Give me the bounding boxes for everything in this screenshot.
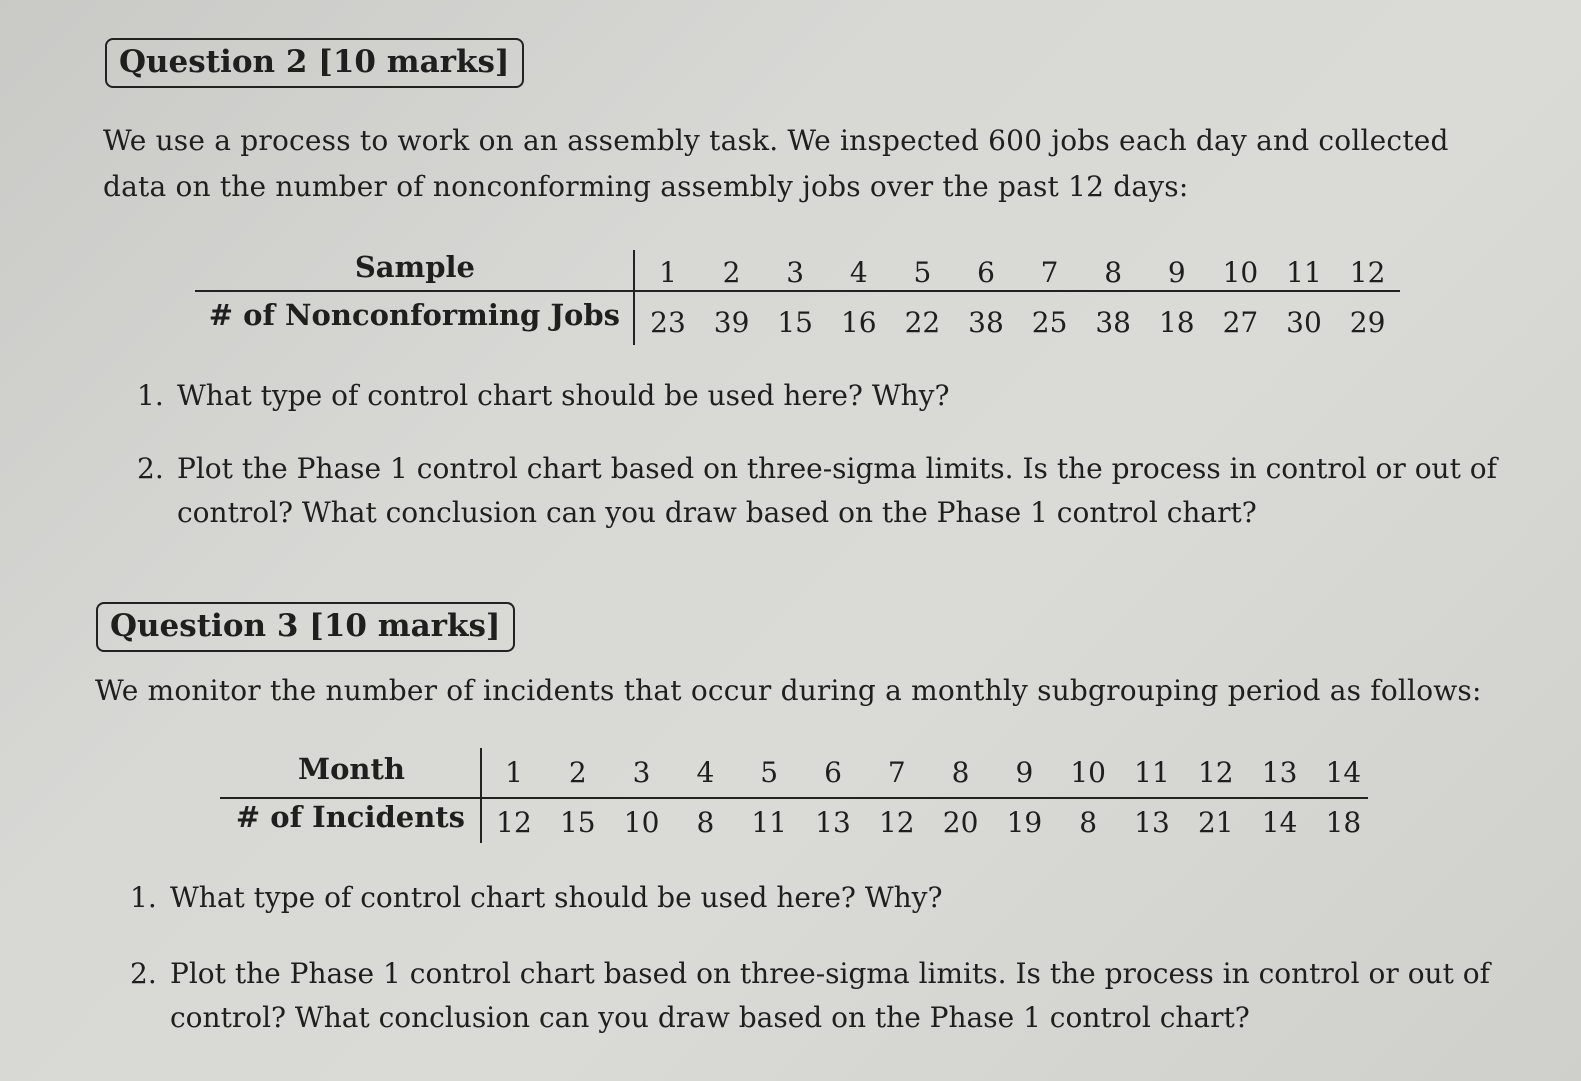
question-2-title: Question 2 [10 marks] [105,38,524,88]
table-cell-header: 10 [1222,256,1259,289]
table-cell-value: 39 [713,306,750,339]
table-cell-value: 13 [815,806,851,839]
table-cell-value: 8 [696,806,715,839]
question-3-part-2 [130,952,1490,1040]
table-cell-header: 1 [505,756,523,789]
table-cell-value: 27 [1222,306,1259,339]
table-cell-header: 13 [1261,756,1298,789]
question-2-intro: We use a process to work on an assembly task. We inspected 600 jobs each day and collected data on the number of nonconforming assembly jobs over the past 12 days: [103,124,1449,203]
table-cell-header: 4 [849,256,868,289]
item-text: Plot the Phase 1 control chart based on three-sigma limits. Is the process in control or out of control? What conclusion can you draw based on the Phase 1 control chart? [177,452,1497,529]
table-cell-header: 11 [1134,756,1170,789]
table-cell-value: 30 [1286,306,1322,339]
table-cell-header: 3 [786,256,805,289]
item-text: What type of control chart should be used here? Why? [170,881,943,914]
question-2-part-2 [137,447,1497,535]
question-3-title: Question 3 [10 marks] [96,602,515,652]
table-cell-header: 8 [1104,256,1123,289]
question-3-part-1 [130,876,1490,920]
table-cell-header: 2 [722,256,741,289]
table-cell-header: 7 [887,756,906,789]
table-cell-header: 5 [760,756,779,789]
table-cell-header: 1 [659,256,677,289]
table-cell-value: 12 [878,806,915,839]
table-divider [220,797,1368,799]
table-cell-value: 13 [1134,806,1170,839]
table-column-rule [480,748,482,843]
item-number: 2. [130,957,157,990]
table-cell-header: 6 [977,256,995,289]
item-text: Plot the Phase 1 control chart based on three-sigma limits. Is the process in control or out of control? What conclusion can you draw based on the Phase 1 control chart? [170,957,1490,1034]
table-cell-header: 12 [1197,756,1234,789]
table-cell-value: 18 [1325,806,1362,839]
table-cell-header: 10 [1070,756,1106,789]
table-cell-header: 14 [1325,756,1362,789]
question-3-intro: We monitor the number of incidents that occur during a monthly subgrouping period as follows: [95,674,1482,707]
item-number: 1. [137,379,164,412]
question-2-part-1 [137,374,1497,418]
table-cell-header: 6 [824,756,842,789]
table-cell-value: 11 [751,806,787,839]
table-divider [195,290,1400,292]
table-cell-header: 5 [913,256,932,289]
table-cell-value: 21 [1197,806,1234,839]
table-cell-value: 29 [1349,306,1386,339]
table-cell-value: 20 [942,806,979,839]
table-cell-value: 16 [840,306,877,339]
table-header-nonconforming: # of Nonconforming Jobs [208,298,620,332]
table-cell-header: 7 [1040,256,1059,289]
table-cell-header: 12 [1349,256,1386,289]
table-cell-value: 23 [650,306,686,339]
table-header-sample: Sample [354,250,475,284]
table-cell-value: 14 [1261,806,1298,839]
table-header-incidents: # of Incidents [235,800,465,834]
table-cell-value: 25 [1031,306,1068,339]
table-cell-header: 9 [1167,256,1186,289]
table-cell-value: 18 [1158,306,1195,339]
item-number: 1. [130,881,157,914]
table-cell-value: 15 [559,806,596,839]
table-cell-value: 19 [1006,806,1043,839]
item-text: What type of control chart should be used here? Why? [177,379,950,412]
item-number: 2. [137,452,164,485]
table-cell-header: 3 [632,756,651,789]
table-cell-header: 4 [696,756,715,789]
table-column-rule [633,250,635,345]
table-cell-header: 2 [568,756,587,789]
table-cell-value: 12 [496,806,532,839]
table-cell-header: 9 [1015,756,1034,789]
table-cell-header: 8 [951,756,970,789]
table-cell-value: 10 [623,806,660,839]
table-cell-header: 11 [1286,256,1322,289]
table-cell-value: 8 [1079,806,1098,839]
table-cell-value: 38 [968,306,1004,339]
table-cell-value: 15 [777,306,813,339]
table-header-month: Month [297,752,405,786]
table-cell-value: 22 [904,306,941,339]
table-cell-value: 38 [1095,306,1131,339]
